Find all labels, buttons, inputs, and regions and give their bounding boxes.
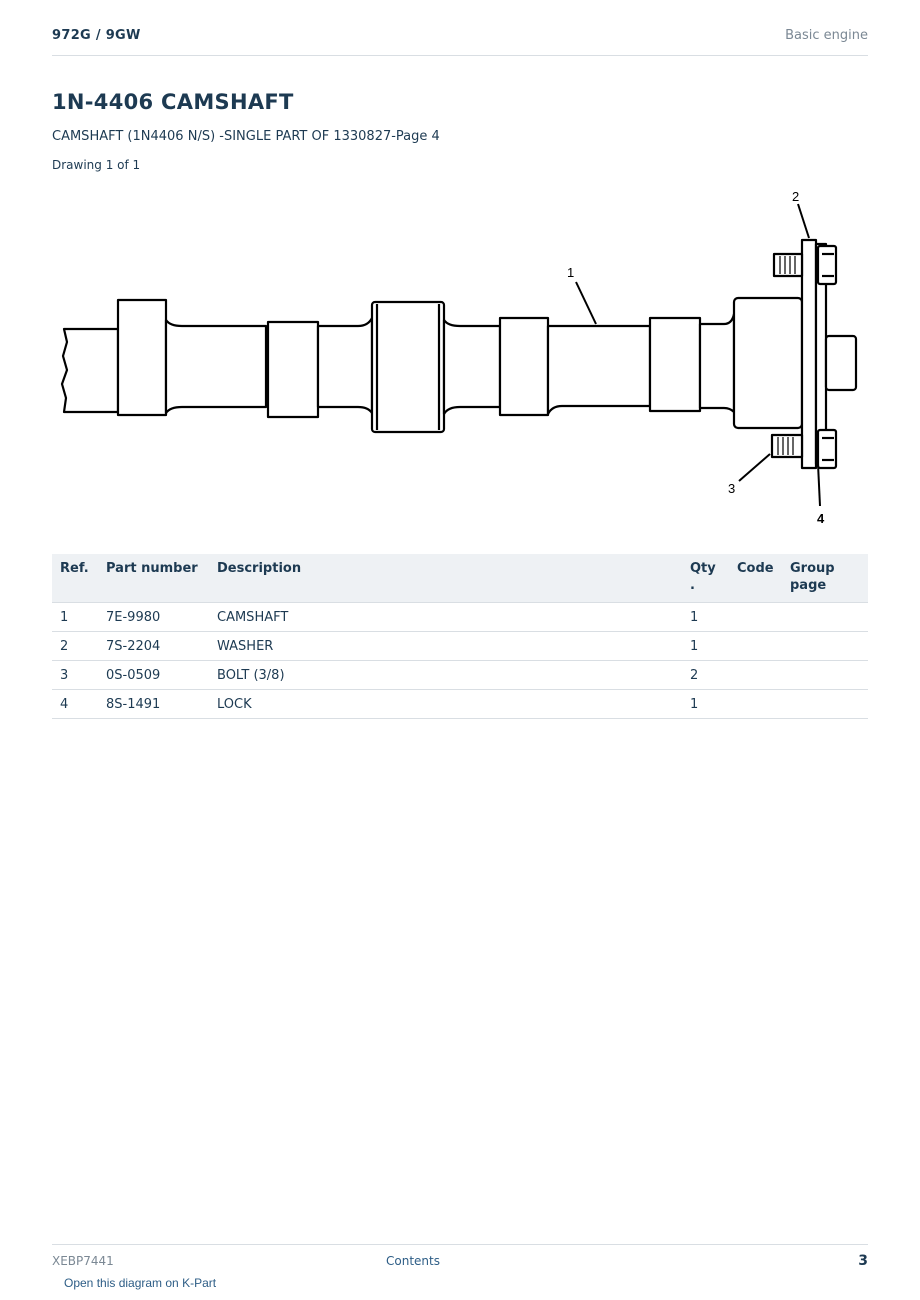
page-number: 3 <box>858 1253 868 1269</box>
page-title: 1N-4406 CAMSHAFT <box>52 90 294 114</box>
cell-ref: 4 <box>52 690 98 719</box>
cell-qty: 2 <box>682 661 729 690</box>
cell-group-page <box>782 661 868 690</box>
cell-description: CAMSHAFT <box>209 603 682 632</box>
washer-plate <box>802 240 816 468</box>
callout-2: 2 <box>792 189 800 204</box>
document-id: XEBP7441 <box>52 1254 114 1268</box>
drawing-count: Drawing 1 of 1 <box>52 158 141 172</box>
callout-1: 1 <box>567 265 575 280</box>
cam-lobe-1 <box>268 322 318 417</box>
shaft-section-3 <box>444 320 500 414</box>
shaft-section-2 <box>318 318 372 413</box>
cell-qty: 1 <box>682 603 729 632</box>
machine-model: 972G / 9GW <box>52 28 141 43</box>
contents-link[interactable]: Contents <box>386 1254 440 1268</box>
header-code: Code <box>729 554 782 603</box>
callout-3: 3 <box>728 481 736 496</box>
cell-group-page <box>782 603 868 632</box>
flange-hub <box>734 298 802 428</box>
cell-code <box>729 632 782 661</box>
cell-code <box>729 661 782 690</box>
cell-part-number: 0S-0509 <box>98 661 209 690</box>
leader-3 <box>739 454 770 481</box>
page-subtitle: CAMSHAFT (1N4406 N/S) -SINGLE PART OF 1330827-Page 4 <box>52 129 440 144</box>
table-header-row <box>52 554 868 603</box>
journal-1 <box>118 300 166 415</box>
cell-part-number: 7S-2204 <box>98 632 209 661</box>
leader-4 <box>818 464 820 506</box>
shaft-section-1 <box>166 320 266 413</box>
shaft-section-4 <box>548 326 650 414</box>
camshaft-diagram <box>52 184 868 530</box>
cam-lobe-2 <box>500 318 548 415</box>
cell-qty: 1 <box>682 690 729 719</box>
cell-description: WASHER <box>209 632 682 661</box>
shaft-end-break <box>62 329 118 412</box>
cell-part-number: 8S-1491 <box>98 690 209 719</box>
table-row <box>52 661 868 690</box>
cam-lobe-3 <box>650 318 700 411</box>
cell-code <box>729 690 782 719</box>
page-header <box>52 28 868 56</box>
callout-4: 4 <box>817 511 825 526</box>
table-row <box>52 603 868 632</box>
cell-part-number: 7E-9980 <box>98 603 209 632</box>
bolt-thread-lower <box>772 435 802 457</box>
header-qty: Qty . <box>682 554 729 603</box>
cell-ref: 3 <box>52 661 98 690</box>
header-group-page: Group page <box>782 554 868 603</box>
cell-group-page <box>782 632 868 661</box>
parts-table <box>52 554 868 719</box>
page-footer <box>52 1244 868 1274</box>
shaft-section-5 <box>700 314 734 412</box>
section-name: Basic engine <box>785 28 868 43</box>
bolt-thread-upper <box>774 254 802 276</box>
leader-2 <box>798 204 809 238</box>
cell-group-page <box>782 690 868 719</box>
header-ref: Ref. <box>52 554 98 603</box>
open-kpart-link[interactable]: Open this diagram on K-Part <box>64 1276 217 1290</box>
cell-code <box>729 603 782 632</box>
header-description: Description <box>209 554 682 603</box>
bolt-head-lower <box>818 430 836 468</box>
cell-ref: 2 <box>52 632 98 661</box>
bolt-head-upper <box>818 246 836 284</box>
cell-ref: 1 <box>52 603 98 632</box>
table-row <box>52 632 868 661</box>
journal-2 <box>372 302 444 432</box>
front-stub <box>826 336 856 390</box>
leader-1 <box>576 282 596 324</box>
table-row <box>52 690 868 719</box>
cell-description: LOCK <box>209 690 682 719</box>
header-part-number: Part number <box>98 554 209 603</box>
cell-qty: 1 <box>682 632 729 661</box>
cell-description: BOLT (3/8) <box>209 661 682 690</box>
